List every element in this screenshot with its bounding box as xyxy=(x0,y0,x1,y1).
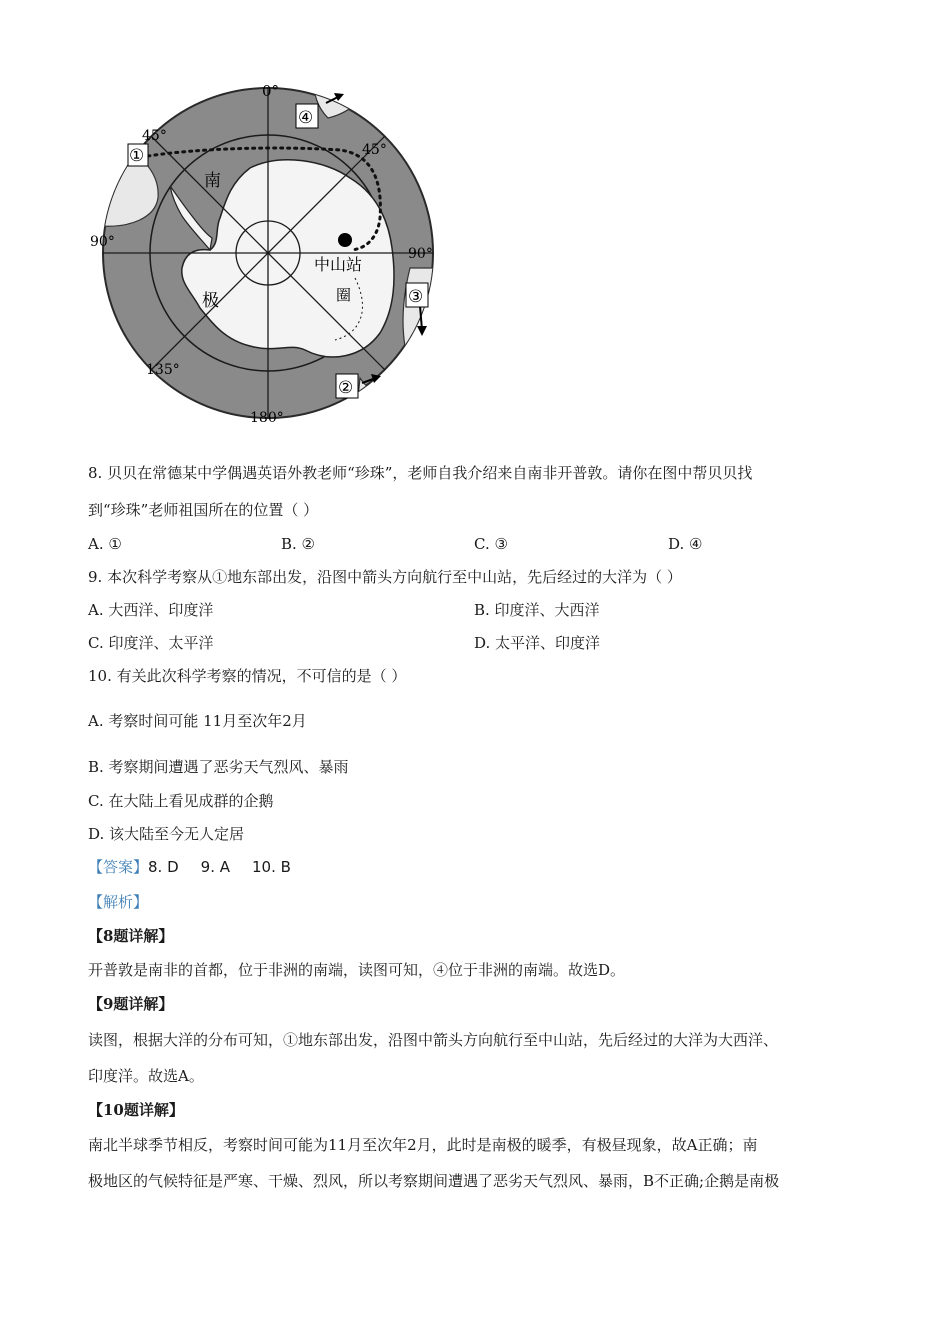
label-lon-0: 0° xyxy=(262,82,280,100)
analysis-heading-10: 【10题详解】 xyxy=(88,1101,184,1119)
analysis-heading-8: 【8题详解】 xyxy=(88,927,174,945)
analysis-paragraph-8: 开普敦是南非的首都，位于非洲的南端，读图可知，④位于非洲的南端。故选D。 xyxy=(88,961,626,979)
label-continent-ji: 极 xyxy=(202,291,219,311)
q10-option-d: D. 该大陆至今无人定居 xyxy=(88,825,245,843)
label-marker-1: ① xyxy=(129,146,145,166)
label-lon-45-w: 45° xyxy=(142,128,167,144)
answer-8: 8. D xyxy=(148,858,179,876)
label-lon-180: 180° xyxy=(250,410,284,426)
q8-stem-line2: 到“珍珠”老师祖国所在的位置（ ） xyxy=(88,501,319,519)
label-marker-2: ② xyxy=(338,378,354,398)
answer-line xyxy=(88,857,291,877)
q9-option-d: D. 太平洋、印度洋 xyxy=(474,634,601,652)
arrow-4-head xyxy=(334,93,344,101)
zhongshan-station-dot xyxy=(338,233,352,247)
analysis-paragraph-10-line2: 极地区的气候特征是严寒、干燥、烈风，所以考察期间遭遇了恶劣天气烈风、暴雨，B不正确;企鹅是南极 xyxy=(88,1172,780,1190)
answer-tag: 【答案】 xyxy=(88,858,149,876)
antarctica-map-svg xyxy=(90,78,440,428)
q10-option-a: A. 考察时间可能 11月至次年2月 xyxy=(88,712,307,730)
label-lon-90-w: 90° xyxy=(90,234,115,250)
arrow-3-head xyxy=(417,326,427,336)
q9-option-b: B. 印度洋、大西洋 xyxy=(474,601,600,619)
label-lon-90-e: 90° xyxy=(408,246,433,262)
label-lon-135: 135° xyxy=(146,362,180,378)
label-marker-3: ③ xyxy=(408,287,424,307)
analysis-paragraph-10-line1: 南北半球季节相反，考察时间可能为11月至次年2月，此时是南极的暖季，有极昼现象，故A正确；南 xyxy=(88,1136,758,1154)
q9-option-c: C. 印度洋、太平洋 xyxy=(88,634,214,652)
q8-option-a: A. ① xyxy=(88,535,122,553)
q8-stem-line1: 8. 贝贝在常德某中学偶遇英语外教老师“珍珠”，老师自我介绍来自南非开普敦。请你在图中帮贝贝找 xyxy=(88,464,753,482)
q10-option-c: C. 在大陆上看见成群的企鹅 xyxy=(88,792,274,810)
q10-option-b: B. 考察期间遭遇了恶劣天气烈风、暴雨 xyxy=(88,758,349,776)
analysis-paragraph-9-line1: 读图，根据大洋的分布可知，①地东部出发，沿图中箭头方向航行至中山站，先后经过的大洋为大西洋、 xyxy=(88,1031,779,1049)
label-marker-4: ④ xyxy=(298,108,314,128)
label-lon-45-e: 45° xyxy=(362,142,387,158)
q8-option-b: B. ② xyxy=(281,535,316,553)
antarctica-map-figure xyxy=(90,78,440,428)
answer-10: 10. B xyxy=(252,858,291,876)
answer-9: 9. A xyxy=(200,858,230,876)
label-station-name: 中山站 xyxy=(314,255,363,274)
label-continent-nan: 南 xyxy=(204,171,221,191)
q9-option-a: A. 大西洋、印度洋 xyxy=(88,601,214,619)
analysis-tag: 【解析】 xyxy=(88,893,149,911)
q10-stem: 10. 有关此次科学考察的情况，不可信的是（ ） xyxy=(88,667,407,685)
label-circle: 圈 xyxy=(336,286,352,304)
q9-stem: 9. 本次科学考察从①地东部出发，沿图中箭头方向航行至中山站，先后经过的大洋为（ ） xyxy=(88,568,682,586)
analysis-paragraph-9-line2: 印度洋。故选A。 xyxy=(88,1067,204,1085)
q8-option-d: D. ④ xyxy=(668,535,703,553)
analysis-heading-9: 【9题详解】 xyxy=(88,995,174,1013)
land-new-zealand xyxy=(355,378,405,428)
q8-option-c: C. ③ xyxy=(474,535,508,553)
